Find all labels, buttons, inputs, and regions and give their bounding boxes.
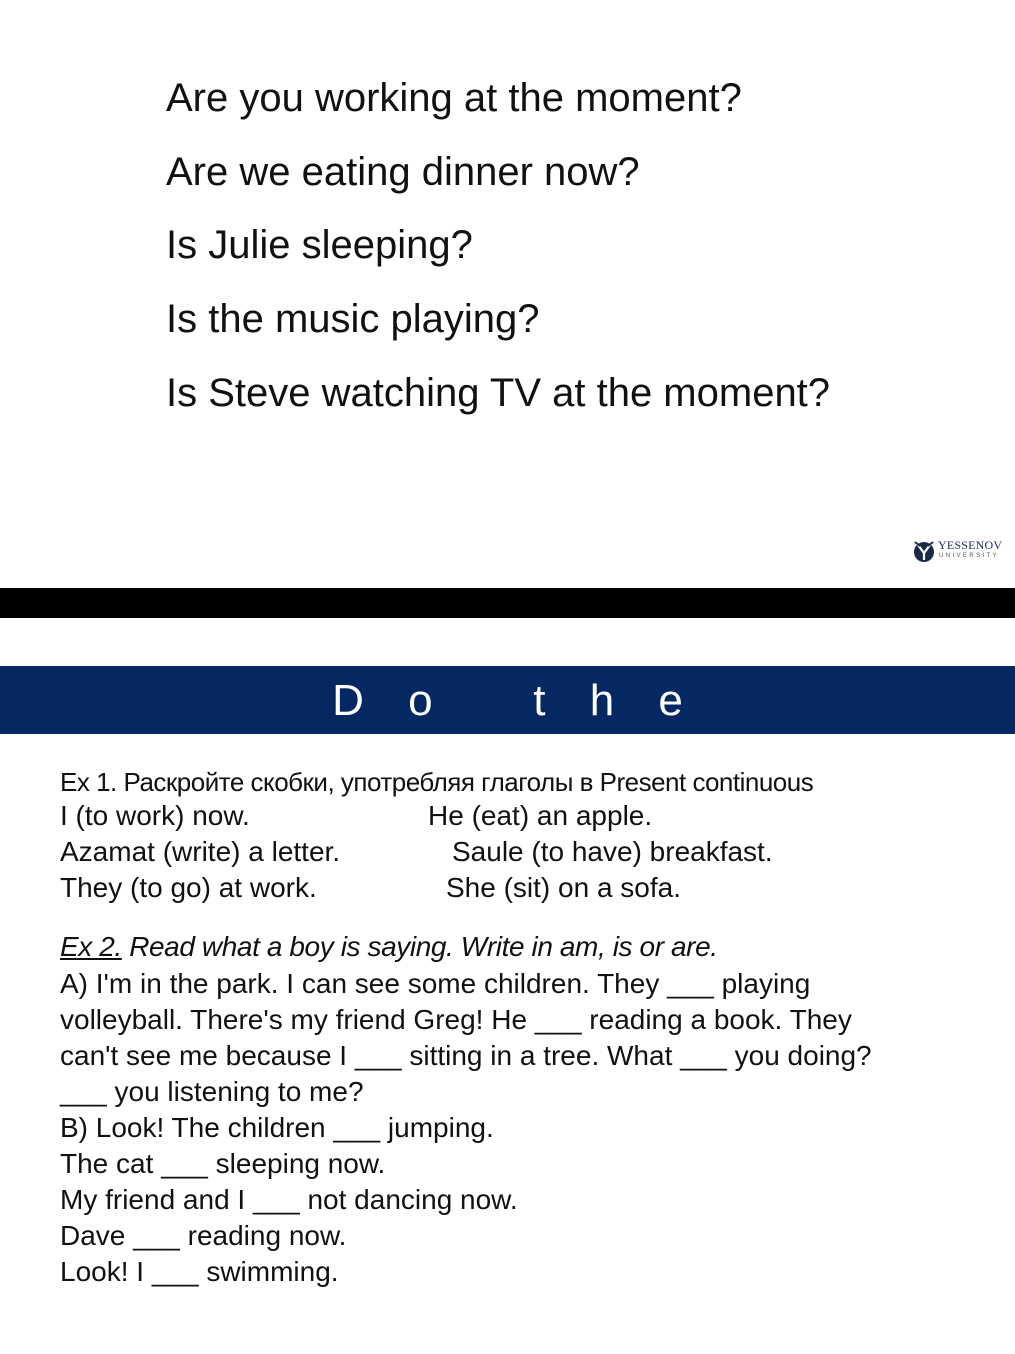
exercise-2-line: B) Look! The children ___ jumping. <box>60 1112 494 1143</box>
question-5: Is Steve watching TV at the moment? <box>166 371 831 415</box>
exercise-2-line: volleyball. There's my friend Greg! He ___ reading a book. They <box>60 1004 852 1035</box>
logo-subtitle: UNIVERSITY <box>939 553 1000 559</box>
slide-divider <box>0 588 1015 618</box>
exercise-2-line: My friend and I ___ not dancing now. <box>60 1184 518 1215</box>
question-3: Is Julie sleeping? <box>166 223 473 267</box>
exercise-2-line: The cat ___ sleeping now. <box>60 1148 386 1179</box>
exercise-1-heading: Ex 1. Раскройте скобки, употребляя глаголы в Present continuous <box>60 767 814 797</box>
exercise-2-line: A) I'm in the park. I can see some children. They ___ playing <box>60 968 811 999</box>
exercise-1-item: He (eat) an apple. <box>428 800 653 831</box>
banner-title: D o t h e <box>332 676 699 725</box>
title-banner <box>0 666 1015 734</box>
exercise-2-heading <box>60 930 718 964</box>
exercise-1-item: Azamat (write) a letter. <box>60 836 341 867</box>
university-logo <box>912 536 1012 568</box>
exercise-2-label: Ex 2. <box>60 931 122 962</box>
exercise-1-item: I (to work) now. <box>60 800 250 831</box>
exercise-2-instruction: Read what a boy is saying. Write in am, is or are. <box>121 931 718 962</box>
logo-name: YESSENOV <box>938 538 1003 552</box>
exercise-2-line: can't see me because I ___ sitting in a tree. What ___ you doing? <box>60 1040 872 1071</box>
question-4: Is the music playing? <box>166 297 540 341</box>
slide-top <box>0 0 1015 588</box>
exercise-1-item: She (sit) on a sofa. <box>446 872 682 903</box>
exercise-2-line: ___ you listening to me? <box>60 1076 364 1107</box>
exercise-2-line: Look! I ___ swimming. <box>60 1256 339 1287</box>
exercise-2-line: Dave ___ reading now. <box>60 1220 347 1251</box>
yessenov-logo-icon <box>912 538 936 564</box>
exercise-1-item: They (to go) at work. <box>60 872 317 903</box>
question-2: Are we eating dinner now? <box>166 150 640 194</box>
exercise-1-item: Saule (to have) breakfast. <box>452 836 773 867</box>
question-1: Are you working at the moment? <box>166 76 742 120</box>
